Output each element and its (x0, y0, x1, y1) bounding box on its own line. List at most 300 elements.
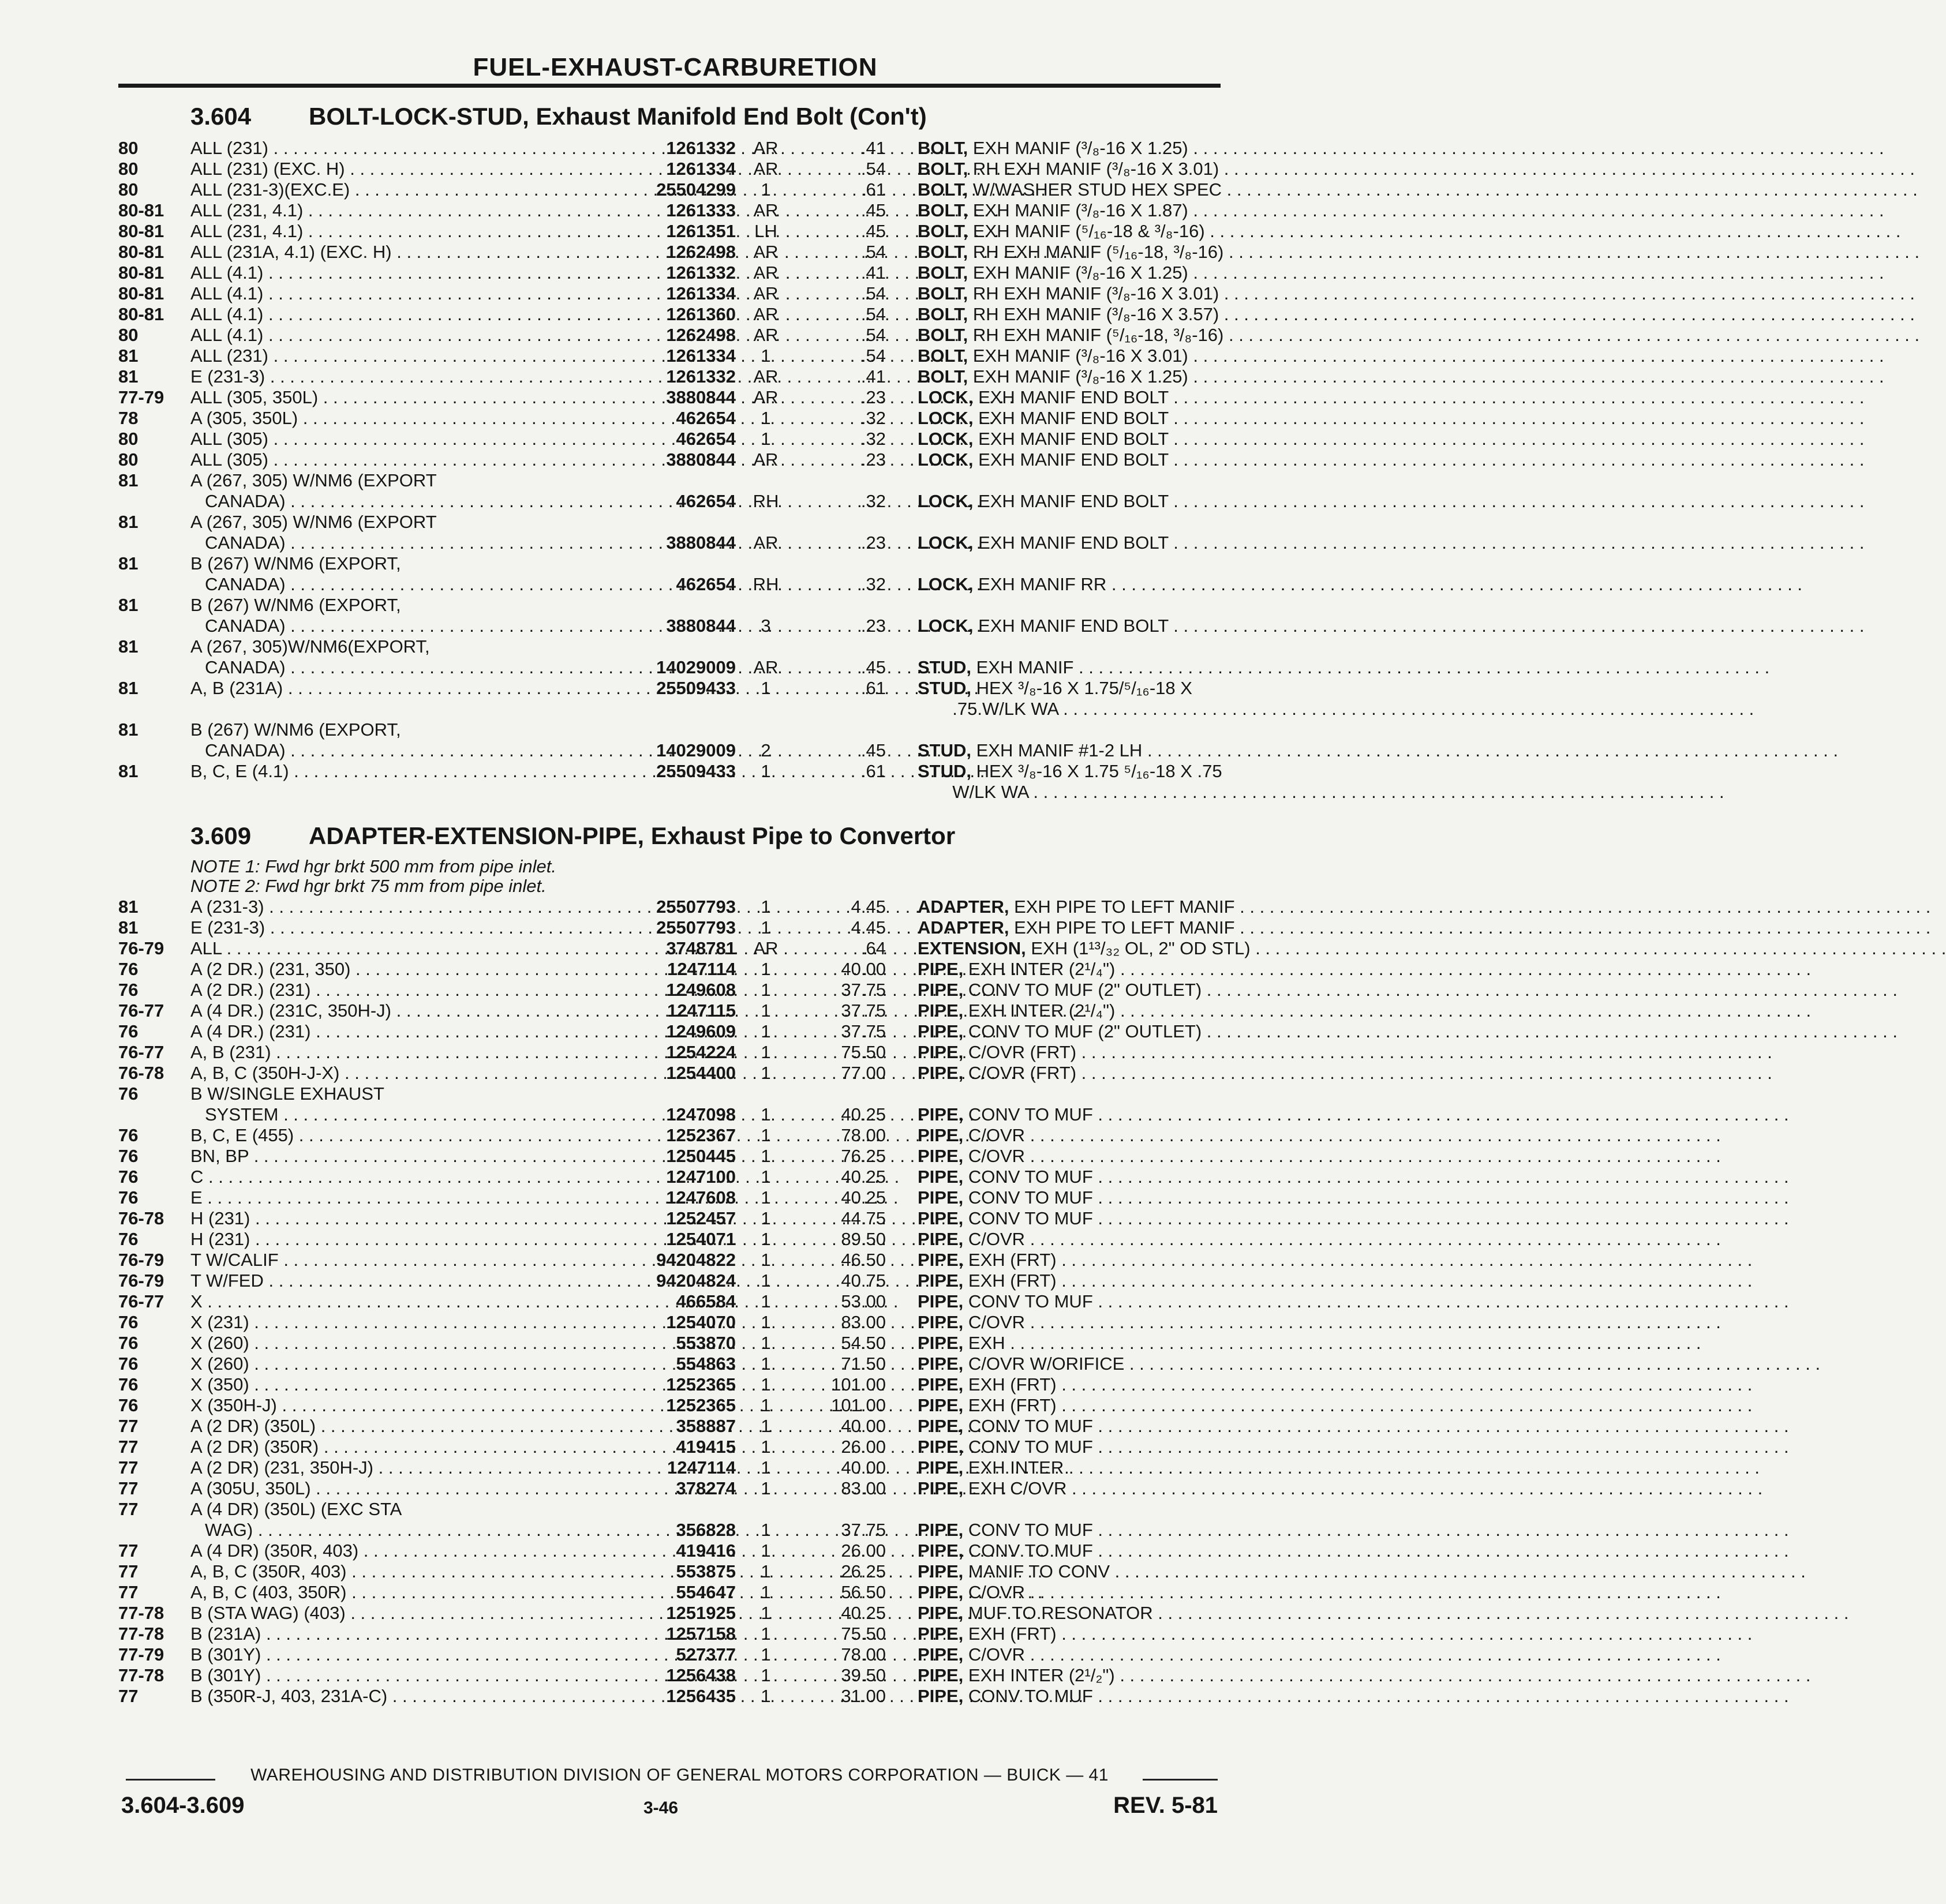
price: .45 (860, 200, 886, 220)
price: .54 (860, 159, 886, 179)
application: BN, BP . . . (190, 1145, 620, 1167)
table-row (118, 1353, 1221, 1374)
part-description (918, 241, 1224, 263)
table-row (118, 740, 1221, 760)
part-name: PIPE, (918, 1395, 964, 1415)
part-number: 1251925 (666, 1603, 736, 1623)
part-number: 462654 (676, 574, 736, 594)
part-number: 1261332 (666, 138, 736, 158)
part-description (918, 324, 1224, 346)
application: ALL (4.1) . . . (190, 303, 620, 325)
part-name: PIPE, (918, 1520, 964, 1540)
part-number: 1249609 (666, 1021, 736, 1041)
price: .54 (860, 346, 886, 366)
part-name: STUD, (918, 678, 971, 698)
price: 78.00 (841, 1644, 886, 1665)
part-detail: EXH C/OVR (968, 1478, 1067, 1498)
part-description (918, 179, 1221, 200)
quantity: AR (753, 200, 779, 220)
table-row (118, 760, 1221, 781)
section-note: NOTE 2: Fwd hgr brkt 75 mm from pipe inlet. (190, 876, 547, 896)
price: .45 (860, 657, 886, 677)
part-detail: EXH MANIF END BOLT (978, 387, 1169, 407)
model-year: 76 (118, 1167, 139, 1187)
application: A (231-3) . . . (190, 896, 620, 917)
table-row (118, 553, 1221, 574)
quantity: 1 (761, 1312, 771, 1332)
part-name: PIPE, (918, 1354, 964, 1374)
quantity: AR (753, 283, 779, 303)
part-number: 1254070 (666, 1312, 736, 1332)
application: SYSTEM . . . (190, 1104, 635, 1125)
model-year: 80 (118, 179, 139, 200)
price: 78.00 (841, 1125, 886, 1145)
part-detail: C/OVR (968, 1312, 1026, 1332)
part-detail: EXH MANIF (³/₈-16 X 1.25) (972, 138, 1188, 158)
price: 101.00 (831, 1395, 886, 1415)
application: ALL (4.1) . . . (190, 324, 620, 346)
model-year: 81 (118, 636, 139, 657)
part-number: 1261334 (666, 346, 736, 366)
model-year: 77-79 (118, 387, 164, 407)
model-year: 77 (118, 1541, 139, 1561)
footer-publisher: WAREHOUSING AND DISTRIBUTION DIVISION OF GENERAL MOTORS CORPORATION — BUICK — 41 (250, 1766, 1109, 1785)
price: 76.25 (841, 1146, 886, 1166)
table-row (118, 1644, 1221, 1665)
quantity: 1 (761, 1582, 771, 1602)
price: 37.75 (841, 980, 886, 1000)
application: X (350H-J) . . . (190, 1395, 620, 1416)
model-year: 80-81 (118, 304, 164, 324)
part-description (918, 1249, 1221, 1270)
application: H (231) . . . (190, 1228, 620, 1250)
price: .41 (860, 366, 886, 387)
part-description (918, 1581, 1221, 1603)
table-row (118, 532, 1221, 553)
part-description (918, 1021, 1221, 1042)
table-row (118, 470, 1221, 490)
table-row (118, 1249, 1221, 1270)
part-name: BOLT, (918, 138, 968, 158)
quantity: 1 (761, 678, 771, 698)
part-number: 1261332 (666, 263, 736, 283)
model-year: 78 (118, 408, 139, 428)
part-name: ADAPTER, (918, 897, 1009, 917)
part-number: 14029009 (656, 740, 736, 760)
quantity: 1 (761, 1478, 771, 1498)
price: 54.50 (841, 1333, 886, 1353)
part-description (918, 1041, 1221, 1063)
application: A, B, C (403, 350R) . . . (190, 1581, 620, 1603)
application: B (301Y) . . . (190, 1644, 620, 1665)
model-year: 76-78 (118, 1208, 164, 1228)
application: ALL (231) . . . (190, 137, 620, 159)
quantity: 1 (761, 917, 771, 938)
model-year: 81 (118, 719, 139, 740)
part-number: 356828 (676, 1520, 736, 1540)
part-detail: EXH MANIF END BOLT (978, 429, 1169, 449)
table-row (118, 283, 1221, 303)
part-name: ADAPTER, (918, 917, 1009, 938)
part-name: PIPE, (918, 1312, 964, 1332)
quantity: 1 (761, 1520, 771, 1540)
part-name: PIPE, (918, 1416, 964, 1436)
price: 75.50 (841, 1624, 886, 1644)
section-title: ADAPTER-EXTENSION-PIPE, Exhaust Pipe to Convertor (309, 822, 956, 849)
part-number: 25509433 (656, 761, 736, 781)
part-number: 1247114 (667, 959, 736, 979)
part-description (918, 1478, 1221, 1499)
part-description (918, 553, 1221, 574)
application: E (231-3) . . . (190, 917, 620, 938)
application: A (267, 305) W/NM6 (EXPORT (190, 512, 437, 532)
application: A (2 DR) (350R) . . . (190, 1436, 620, 1457)
application: A (4 DR) (350L) (EXC STA (190, 1499, 402, 1519)
quantity: 1 (761, 1395, 771, 1415)
model-year: 80-81 (118, 263, 164, 283)
part-name: PIPE, (918, 1250, 964, 1270)
model-year: 77-78 (118, 1665, 164, 1685)
part-number: 462654 (676, 491, 736, 511)
part-description (918, 1270, 1221, 1291)
part-number: 14029009 (656, 657, 736, 677)
application: A (267, 305) W/NM6 (EXPORT (190, 470, 437, 490)
part-number: 1247115 (667, 1000, 736, 1021)
price: .54 (860, 283, 886, 303)
application: X (231) . . . (190, 1311, 620, 1333)
price: 101.00 (831, 1374, 886, 1395)
part-description (918, 1187, 1221, 1208)
part-number: 1247098 (666, 1104, 736, 1125)
quantity: 1 (761, 1603, 771, 1623)
part-detail: EXH (FRT) (968, 1250, 1057, 1270)
quantity: 1 (761, 1208, 771, 1228)
part-description (918, 1685, 1221, 1707)
table-row (118, 1311, 1221, 1332)
part-detail: EXH MANIF END BOLT (978, 491, 1169, 511)
quantity: 1 (761, 1644, 771, 1665)
price: 44.75 (841, 1208, 886, 1228)
part-detail: C/OVR (968, 1125, 1026, 1145)
table-row (118, 158, 1221, 179)
part-detail: EXH (FRT) (968, 1624, 1057, 1644)
part-description (918, 917, 1235, 938)
part-description (918, 1332, 1221, 1354)
part-description (918, 407, 1221, 429)
application: ALL (231-3)(EXC.E) . . . (190, 179, 620, 200)
price: 40.25 (841, 1603, 886, 1623)
application: A (305, 350L) . . . (190, 407, 620, 429)
part-number: 1247100 (666, 1167, 736, 1187)
model-year: 76 (118, 1187, 139, 1208)
table-row (118, 1125, 1221, 1145)
part-description (918, 490, 1221, 512)
model-year: 76-77 (118, 1000, 164, 1021)
part-number: 1257158 (666, 1624, 736, 1644)
price: 26.00 (841, 1437, 886, 1457)
part-detail: CONV TO MUF (968, 1520, 1093, 1540)
part-name: PIPE, (918, 1167, 964, 1187)
table-row (118, 1166, 1221, 1187)
part-description (918, 657, 1221, 678)
part-detail: W/WASHER STUD HEX SPEC (972, 179, 1222, 200)
part-detail: C/OVR W/ORIFICE (968, 1354, 1125, 1374)
part-number: 1261333 (666, 200, 736, 220)
table-row (118, 896, 1235, 917)
application: ALL . . . (190, 938, 620, 959)
part-detail: CONV TO MUF (968, 1167, 1093, 1187)
part-detail: CONV TO MUF (968, 1416, 1093, 1436)
part-description (918, 303, 1221, 325)
price: 4.45 (851, 897, 886, 917)
part-detail: EXH MANIF (³/₈-16 X 3.01) (972, 346, 1188, 366)
part-detail: EXH MANIF END BOLT (978, 533, 1169, 553)
part-description (918, 1623, 1221, 1644)
part-description (918, 262, 1221, 283)
part-detail: RH EXH MANIF (³/₈-16 X 3.01) (972, 283, 1219, 303)
application: B, C, E (4.1) . . . (190, 760, 620, 782)
application: A (4 DR) (350R, 403) . . . (190, 1540, 620, 1561)
model-year: 76 (118, 1333, 139, 1353)
part-description (918, 1353, 1221, 1374)
quantity: 1 (761, 897, 771, 917)
part-detail: MANIF TO CONV (968, 1561, 1110, 1581)
table-row (118, 958, 1221, 979)
part-number: 1261360 (666, 304, 736, 324)
table-row (118, 1665, 1221, 1685)
part-description (918, 428, 1221, 449)
quantity: RH (753, 574, 779, 594)
price: 4.45 (851, 917, 886, 938)
part-detail: HEX ³/₈-16 X 1.75/⁵/₁₆-18 X (976, 678, 1192, 698)
section-heading (118, 822, 1221, 857)
quantity: AR (753, 449, 779, 470)
part-detail: CONV TO MUF (968, 1104, 1093, 1125)
part-description (918, 1498, 1221, 1520)
application: A, B (231) . . . (190, 1041, 620, 1063)
application: ALL (305) . . . (190, 428, 620, 449)
part-detail: EXH (FRT) (968, 1270, 1057, 1291)
application: ALL (305) . . . (190, 449, 620, 470)
table-row (118, 594, 1221, 615)
part-detail: EXH MANIF #1-2 LH (976, 740, 1143, 760)
part-description (918, 1104, 1221, 1125)
model-year: 76-79 (118, 1250, 164, 1270)
table-row (118, 636, 1221, 657)
price: .54 (860, 242, 886, 262)
application: A, B, C (350R, 403) . . . (190, 1561, 620, 1582)
part-description (918, 1000, 1221, 1021)
part-name: PIPE, (918, 1561, 964, 1581)
part-description (918, 1436, 1221, 1457)
part-number: 554647 (676, 1582, 736, 1602)
table-row (118, 1041, 1221, 1062)
part-detail: CONV TO MUF (968, 1686, 1093, 1706)
part-detail: EXH (FRT) (968, 1374, 1057, 1395)
table-row (118, 1332, 1221, 1353)
part-description (918, 1062, 1221, 1084)
part-name: LOCK, (918, 408, 974, 428)
application: CANADA) . . . (190, 615, 635, 636)
quantity: 1 (761, 1457, 771, 1478)
price: 26.25 (841, 1561, 886, 1581)
model-year: 76 (118, 1312, 139, 1332)
part-detail: EXH INTER (2¹/₄") (968, 1000, 1116, 1021)
part-number: 1261334 (666, 283, 736, 303)
table-row (118, 366, 1221, 387)
model-year: 80-81 (118, 283, 164, 303)
part-name: PIPE, (918, 1478, 964, 1498)
part-detail: EXH (1¹³/₃₂ OL, 2" OD STL) (1031, 938, 1251, 958)
price: .41 (860, 138, 886, 158)
part-description (918, 760, 1221, 782)
part-number: 3880844 (666, 387, 736, 407)
quantity: 1 (761, 1354, 771, 1374)
price: 56.50 (841, 1582, 886, 1602)
application: C . . . (190, 1166, 620, 1187)
part-number: 1252367 (666, 1125, 736, 1145)
page-title: FUEL-EXHAUST-CARBURETION (473, 53, 878, 81)
part-name: LOCK, (918, 387, 974, 407)
price: .54 (860, 304, 886, 324)
quantity: AR (753, 657, 779, 677)
part-name: PIPE, (918, 959, 964, 979)
part-name: PIPE, (918, 1541, 964, 1561)
application: A (2 DR) (350L) . . . (190, 1415, 620, 1437)
part-detail: RH EXH MANIF (⁵/₁₆-18, ³/₈-16) (972, 325, 1224, 345)
model-year: 81 (118, 761, 139, 781)
table-row (118, 490, 1221, 511)
quantity: AR (753, 938, 779, 958)
quantity: AR (753, 242, 779, 262)
table-row (118, 1623, 1221, 1644)
table-row (118, 1083, 1221, 1104)
part-description (918, 1291, 1221, 1312)
table-row (118, 345, 1221, 366)
quantity: 1 (761, 1229, 771, 1249)
table-row (118, 1685, 1221, 1706)
model-year: 77-79 (118, 1644, 164, 1665)
price: 71.50 (841, 1354, 886, 1374)
application: T W/FED . . . (190, 1270, 620, 1291)
footer-divider-right (1143, 1779, 1218, 1781)
application: CANADA) . . . (190, 740, 635, 761)
part-name: PIPE, (918, 1624, 964, 1644)
part-number: 1254400 (666, 1063, 736, 1083)
part-name: PIPE, (918, 1437, 964, 1457)
application: E (231-3) . . . (190, 366, 620, 387)
model-year: 76 (118, 1395, 139, 1415)
application: ALL (231, 4.1) . . . (190, 220, 620, 242)
price: 40.25 (841, 1104, 886, 1125)
quantity: AR (753, 387, 779, 407)
table-row (118, 1519, 1221, 1540)
application: B (231A) . . . (190, 1623, 620, 1644)
price: 26.00 (841, 1541, 886, 1561)
part-description (918, 636, 1221, 657)
model-year: 76 (118, 1084, 139, 1104)
price: .45 (860, 221, 886, 241)
application: ALL (231A, 4.1) (EXC. H) . . . (190, 241, 620, 263)
part-number: 553870 (676, 1333, 736, 1353)
part-detail: EXH MANIF END BOLT (978, 616, 1169, 636)
model-year: 81 (118, 917, 139, 938)
price: 53.00 (841, 1291, 886, 1311)
table-row (118, 1395, 1221, 1415)
application: WAG) . . . (190, 1519, 635, 1541)
part-number: 1247608 (666, 1187, 736, 1208)
part-detail: EXH MANIF RR (978, 574, 1107, 594)
quantity: 1 (761, 1000, 771, 1021)
quantity: 1 (761, 1146, 771, 1166)
table-row (118, 615, 1221, 636)
quantity: 1 (761, 1187, 771, 1208)
price: .23 (860, 449, 886, 470)
part-number: 1250445 (666, 1146, 736, 1166)
part-name: PIPE, (918, 1146, 964, 1166)
part-number: 1247114 (667, 1457, 736, 1478)
table-row (118, 917, 1235, 938)
part-detail: C/OVR (968, 1229, 1026, 1249)
part-description (918, 387, 1221, 408)
part-number: 3748781 (666, 938, 736, 958)
part-number: 462654 (676, 429, 736, 449)
application: ALL (231) . . . (190, 345, 620, 366)
quantity: AR (753, 533, 779, 553)
part-name: EXTENSION, (918, 938, 1026, 958)
part-detail: W/LK WA (922, 782, 1028, 802)
price: 77.00 (841, 1063, 886, 1083)
model-year: 80 (118, 138, 139, 158)
part-detail: C/OVR (FRT) (968, 1042, 1077, 1062)
table-row (118, 511, 1221, 532)
quantity: AR (753, 325, 779, 345)
price: 40.00 (841, 959, 886, 979)
part-number: 3880844 (666, 533, 736, 553)
footer-page-number: 3-46 (643, 1798, 679, 1817)
application: CANADA) . . . (190, 657, 635, 678)
part-number: 94204824 (656, 1270, 736, 1291)
quantity: 1 (761, 1561, 771, 1581)
part-description (918, 449, 1221, 470)
part-number: 1252365 (666, 1395, 736, 1415)
quantity: 1 (761, 1541, 771, 1561)
part-detail: CONV TO MUF (2" OUTLET) (968, 1021, 1202, 1041)
price: 31.00 (841, 1686, 886, 1706)
table-row (118, 1062, 1221, 1083)
price: .45 (860, 740, 886, 760)
part-detail: EXH PIPE TO LEFT MANIF (1014, 897, 1235, 917)
part-description (918, 283, 1221, 304)
quantity: 1 (761, 1167, 771, 1187)
part-number: 462654 (676, 408, 736, 428)
quantity: 2 (761, 740, 771, 760)
application: ALL (4.1) . . . (190, 262, 620, 283)
table-row (118, 1581, 1221, 1602)
part-description (918, 1561, 1221, 1582)
part-number: 94204822 (656, 1250, 736, 1270)
quantity: 1 (761, 1063, 771, 1083)
application: A (4 DR.) (231) . . . (190, 1021, 620, 1042)
table-row (118, 262, 1221, 283)
table-row (118, 719, 1221, 740)
part-detail: HEX ³/₈-16 X 1.75 ⁵/₁₆-18 X .75 (976, 761, 1222, 781)
part-name: PIPE, (918, 1374, 964, 1395)
part-description (918, 677, 1221, 699)
quantity: AR (753, 366, 779, 387)
table-row (118, 387, 1221, 407)
model-year: 76-77 (118, 1291, 164, 1311)
